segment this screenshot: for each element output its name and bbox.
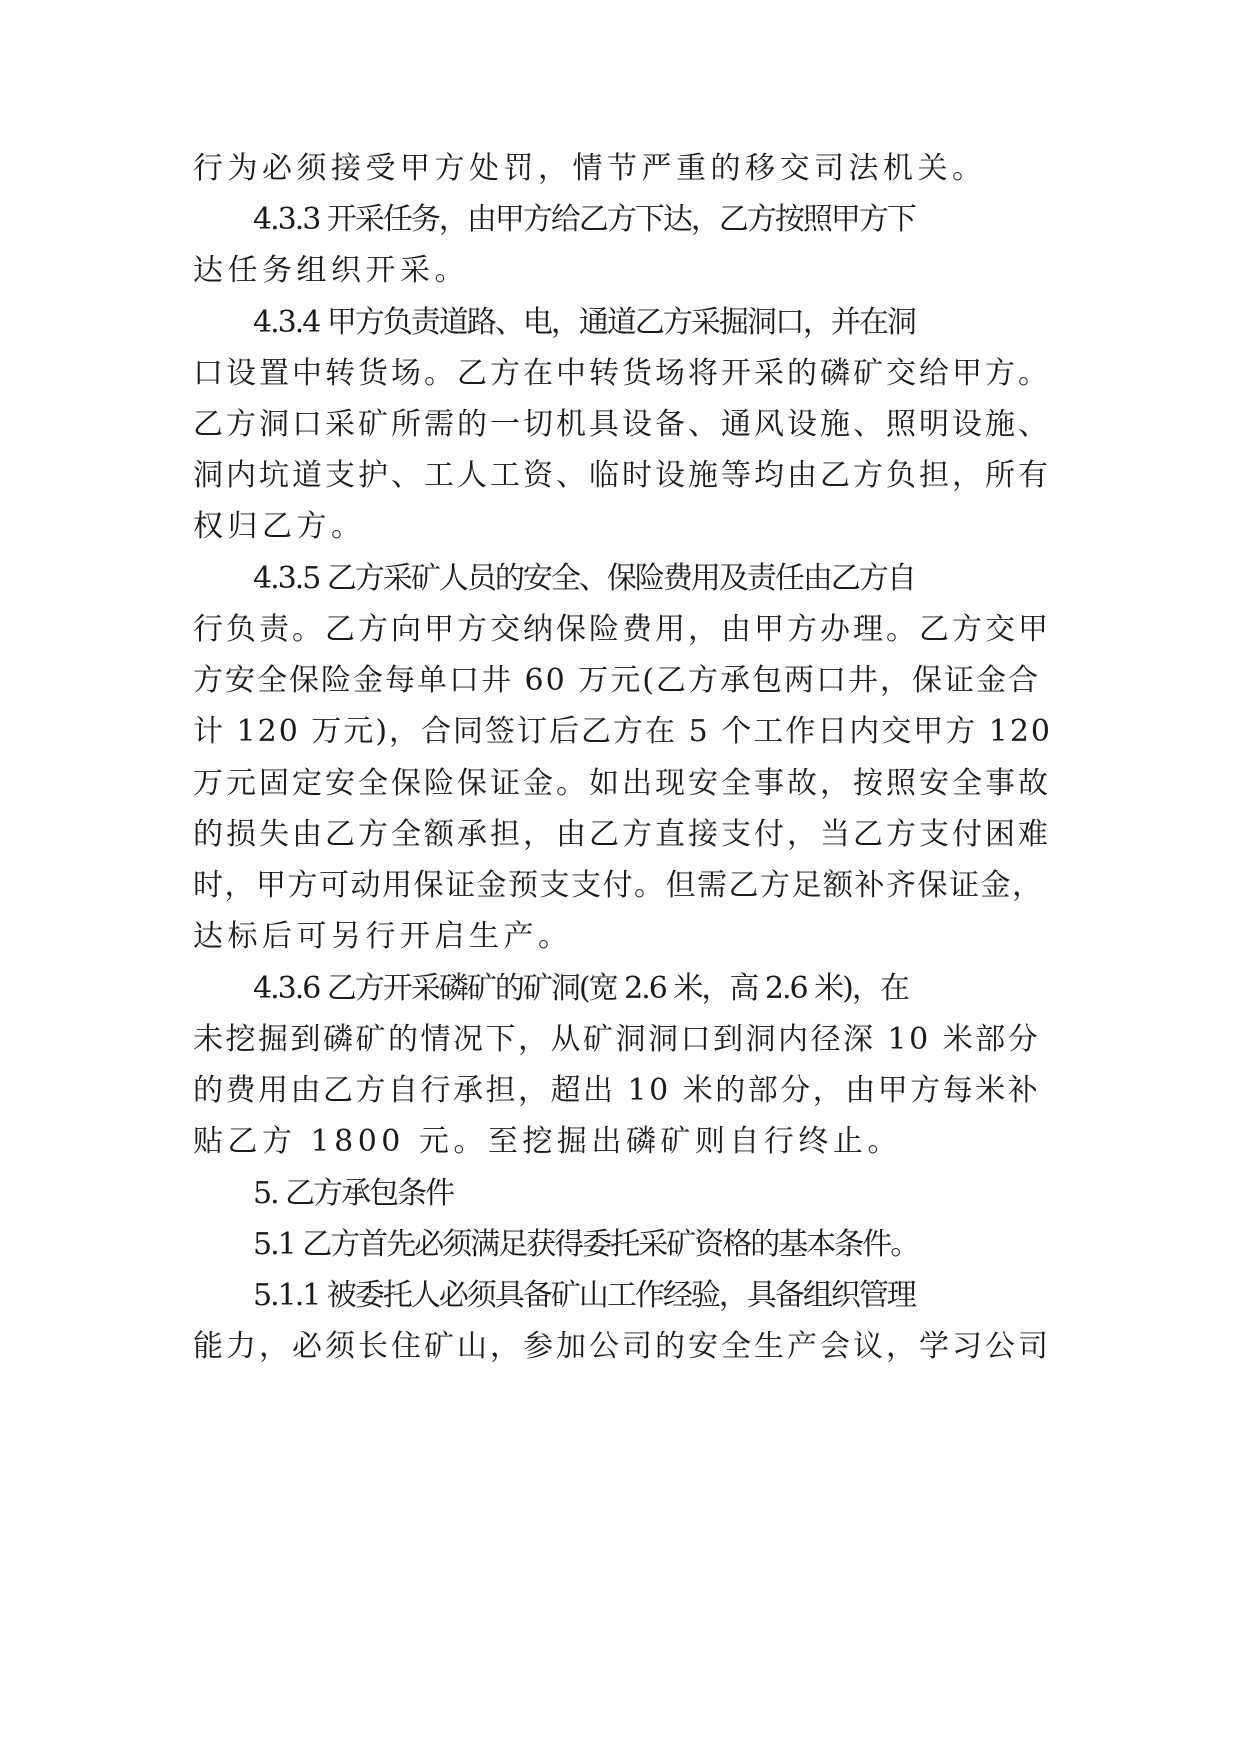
text-line: 贴乙方 1800 元。至挖掘出磷矿则自行终止。 [193,1124,902,1159]
text-line: 计 120 万元)，合同签订后乙方在 5 个工作日内交甲方 120 [193,714,1052,749]
text-line: 的费用由乙方自行承担，超出 10 米的部分，由甲方每米补 [193,1073,1041,1108]
text-line: 方安全保险金每单口井 60 万元(乙方承包两口井，保证金合 [193,663,1040,698]
text-line: 能力，必须长住矿山，参加公司的安全生产会议，学习公司 [193,1329,1051,1364]
section-heading-5: 5. 乙方承包条件 [253,1176,454,1211]
text-line: 时，甲方可动用保证金预支支付。但需乙方足额补齐保证金， [193,868,1044,903]
paragraph-start-4-3-5: 4.3.5 乙方采矿人员的安全、保险费用及责任由乙方自 [253,561,915,596]
text-line: 乙方洞口采矿所需的一切机具设备、通风设施、照明设施、 [193,407,1051,442]
paragraph-start-4-3-4: 4.3.4 甲方负责道路、电，通道乙方采掘洞口，并在洞 [253,305,915,340]
text-line: 权归乙方。 [193,509,366,544]
text-line: 达任务组织开采。 [193,253,469,288]
paragraph-start-4-3-6: 4.3.6 乙方开采磷矿的矿洞(宽 2.6 米，高 2.6 米)，在 [253,971,908,1006]
text-line: 的损失由乙方全额承担，由乙方直接支付，当乙方支付困难 [193,817,1051,852]
paragraph-start-5-1: 5.1 乙方首先必须满足获得委托采矿资格的基本条件。 [253,1227,919,1262]
text-line: 行负责。乙方向甲方交纳保险费用，由甲方办理。乙方交甲 [193,612,1051,647]
text-line: 口设置中转货场。乙方在中转货场将开采的磷矿交给甲方。 [193,356,1051,391]
text-line: 行为必须接受甲方处罚，情节严重的移交司法机关。 [193,151,987,186]
text-line: 万元固定安全保险保证金。如出现安全事故，按照安全事故 [193,766,1051,801]
paragraph-start-4-3-3: 4.3.3 开采任务，由甲方给乙方下达，乙方按照甲方下 [253,202,915,237]
text-line: 未挖掘到磷矿的情况下，从矿洞洞口到洞内径深 10 米部分 [193,1022,1041,1057]
text-line: 达标后可另行开启生产。 [193,919,573,954]
text-line: 洞内坑道支护、工人工资、临时设施等均由乙方负担，所有 [193,458,1051,493]
paragraph-start-5-1-1: 5.1.1 被委托人必须具备矿山工作经验，具备组织管理 [253,1278,915,1313]
